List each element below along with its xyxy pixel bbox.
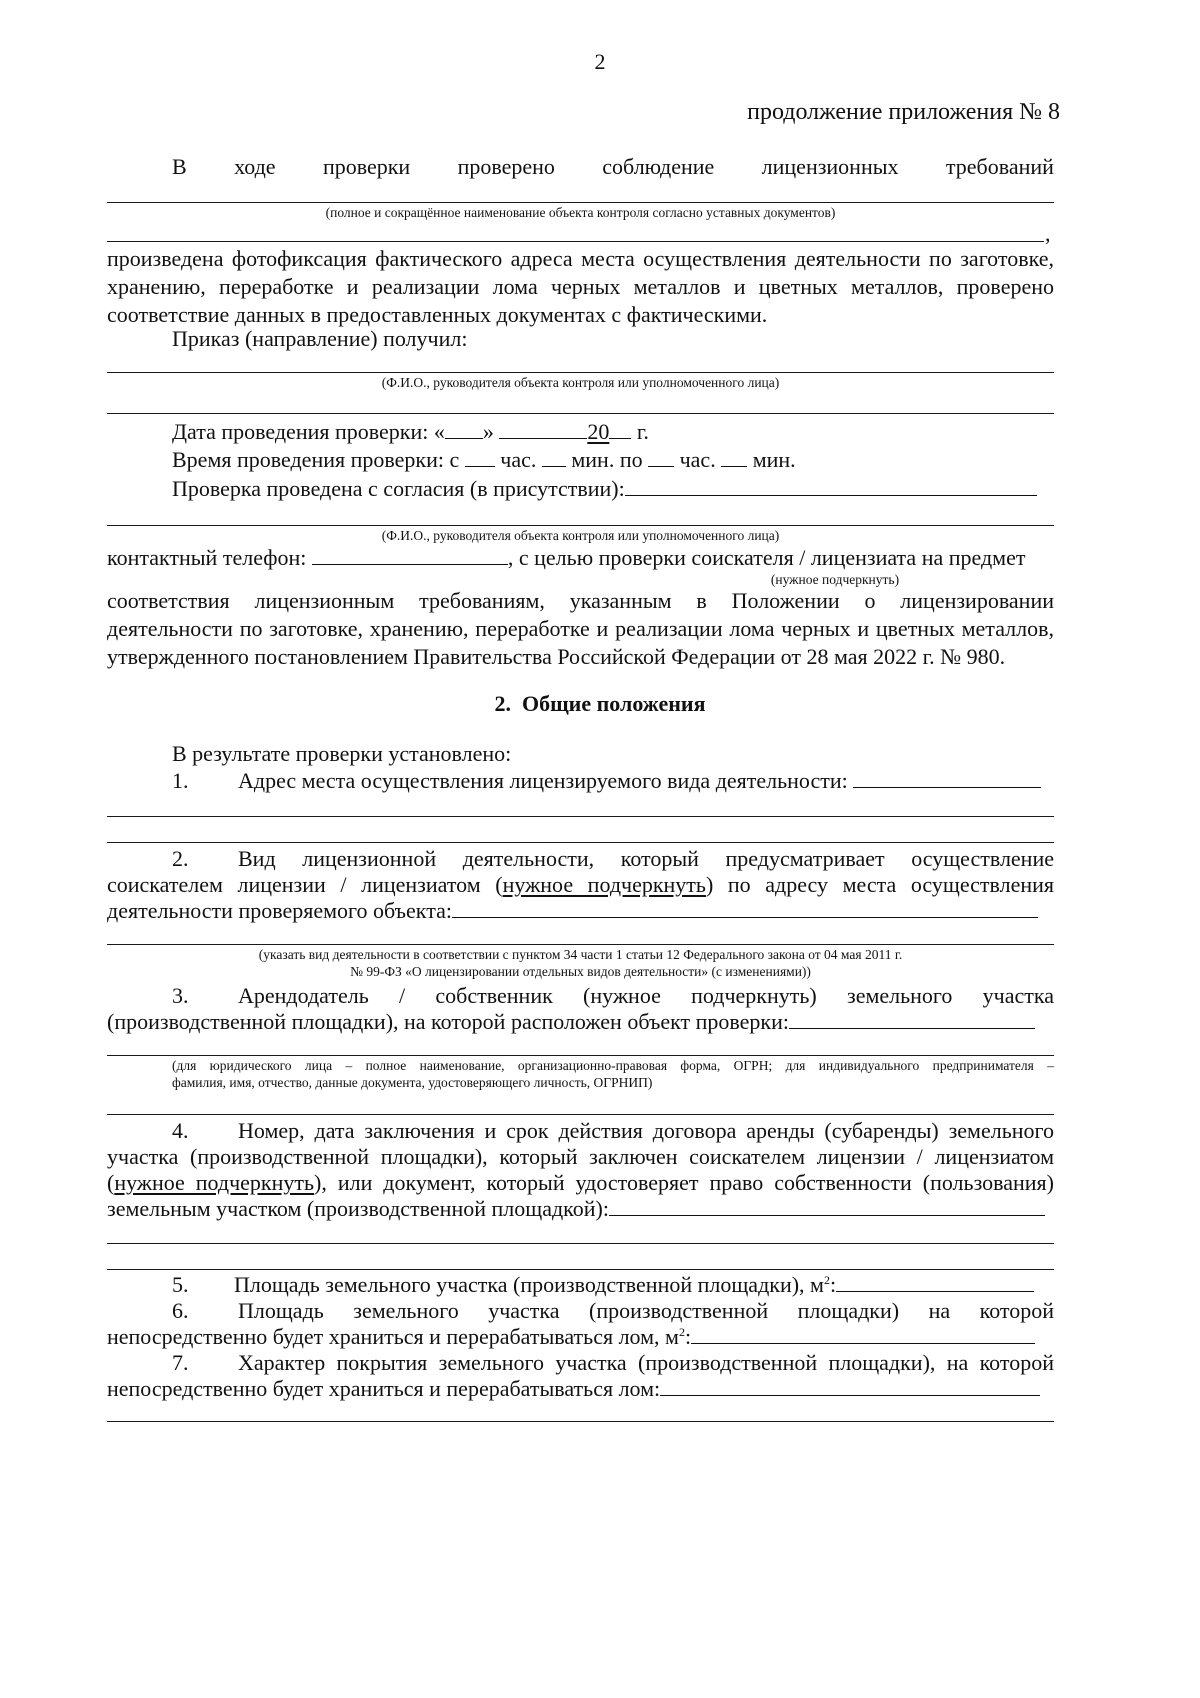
- time-hours-label-2: час.: [679, 447, 716, 472]
- consent-field[interactable]: [625, 475, 1037, 496]
- underlined-text: нужное подчеркнуть: [502, 872, 706, 897]
- item4-text: (: [107, 1170, 115, 1195]
- underline-note-1: (нужное подчеркнуть): [770, 572, 900, 587]
- start-hours-field[interactable]: [465, 446, 495, 467]
- surface-blank-line: [107, 1421, 1054, 1422]
- item2-text: ) по адресу места осуществления: [705, 872, 1055, 897]
- plot-area-field[interactable]: [836, 1271, 1034, 1292]
- item-number: 3.: [172, 983, 189, 1008]
- comma: ,: [1045, 221, 1051, 246]
- item4-line-2: участка (производственной площадки), который заключен соискателем лицензии / лицензиатом: [107, 1144, 1054, 1169]
- item6-line-1: Площадь земельного участка (производственной площадки) на которой: [238, 1298, 1054, 1323]
- year-prefix: 20: [587, 419, 610, 444]
- intro-word: лицензионных: [761, 154, 899, 179]
- phone-rest: , с целью проверки соискателя / лицензиата на предмет: [507, 545, 1026, 570]
- intro-word: ходе: [234, 154, 276, 179]
- item4-text: ), или документ, который удостоверяет право собственности (пользования): [314, 1170, 1054, 1195]
- time-hours-label-1: час.: [500, 447, 537, 472]
- month-field[interactable]: [499, 418, 587, 439]
- landlord-field[interactable]: [789, 1008, 1035, 1029]
- item1-label: Адрес места осуществления лицензируемого вида деятельности:: [238, 768, 848, 793]
- item5-row: [234, 1271, 1034, 1299]
- date-mid: »: [482, 419, 494, 444]
- time-prefix: Время проведения проверки: с: [172, 447, 460, 472]
- page-number: 2: [594, 49, 606, 74]
- section-title: [0, 690, 1200, 718]
- item3-label: (производственной площадки), на которой расположен объект проверки:: [107, 1009, 789, 1034]
- intro-word: В: [172, 154, 187, 179]
- fio-blank-line-1b: [107, 413, 1054, 414]
- object-name-note: (полное и сокращённое наименование объекта контроля согласно уставных документов): [325, 205, 836, 220]
- item2-text: соискателем лицензии / лицензиатом (: [107, 872, 503, 897]
- lease-blank-line-2: [107, 1269, 1054, 1270]
- day-field[interactable]: [445, 418, 483, 439]
- item-number: 7.: [172, 1350, 189, 1375]
- lease-blank-line-1: [107, 1243, 1054, 1244]
- item-number: 5.: [172, 1272, 189, 1297]
- superscript: 2: [678, 1325, 685, 1339]
- intro-word: требований: [945, 154, 1054, 179]
- storage-area-field[interactable]: [691, 1323, 1035, 1344]
- end-hours-field[interactable]: [648, 446, 674, 467]
- address-blank-line-2: [107, 842, 1054, 843]
- object-name-blank-line: [107, 202, 1054, 203]
- order-received-label: Приказ (направление) получил:: [172, 326, 468, 351]
- item2-note-2: № 99-ФЗ «О лицензировании отдельных видов деятельности» (с изменениями)): [350, 964, 811, 979]
- item4-label: земельным участком (производственной площадкой):: [107, 1196, 609, 1221]
- paragraph-line: соответствия лицензионным требованиям, указанным в Положении о лицензировании: [107, 588, 1054, 613]
- phone-label: контактный телефон:: [107, 545, 307, 570]
- item3-line-1: Арендодатель / собственник (нужное подчеркнуть) земельного участка: [238, 983, 1054, 1008]
- item7-line-1: Характер покрытия земельного участка (производственной площадки), на которой: [238, 1350, 1054, 1375]
- item3-line-2: [107, 1008, 1035, 1036]
- year-suffix: г.: [636, 419, 649, 444]
- surface-type-field[interactable]: [660, 1375, 1040, 1396]
- consent-label: Проверка проведена с согласия (в присутствии):: [172, 476, 625, 501]
- item3-note-1: (для юридического лица – полное наименование, организационно-правовая форма, ОГРН; для индивидуального предпринимателя –: [172, 1058, 1054, 1073]
- item6-line-2: [107, 1323, 1035, 1351]
- time-minutes-label-1: мин. по: [571, 447, 643, 472]
- phone-field[interactable]: [312, 544, 508, 565]
- paragraph-line: деятельности по заготовке, хранению, переработке и реализации лома черных и цветных металлов,: [107, 616, 1054, 641]
- compliance-paragraph: [107, 587, 1054, 671]
- item4-line-3: [107, 1169, 1054, 1197]
- activity-blank-line: [107, 944, 1054, 945]
- time-minutes-label-2: мин.: [752, 447, 796, 472]
- item4-line-4: [107, 1195, 1045, 1223]
- paragraph-line: хранению, переработке и реализации лома черных металлов и цветных металлов, проверено: [107, 274, 1054, 299]
- underlined-text: нужное подчеркнуть: [114, 1170, 315, 1195]
- item2-line-2: [107, 871, 1054, 899]
- section-heading: Общие положения: [522, 691, 706, 716]
- landlord-blank-line-2: [107, 1114, 1054, 1115]
- landlord-blank-line: [107, 1055, 1054, 1056]
- fio-note-2: (Ф.И.О., руководителя объекта контроля или уполномоченного лица): [381, 528, 780, 543]
- end-minutes-field[interactable]: [721, 446, 747, 467]
- phone-row: [107, 544, 1025, 572]
- superscript: 2: [823, 1273, 830, 1287]
- item1-row: [238, 767, 1041, 795]
- fio-blank-line-2: [107, 525, 1054, 526]
- item2-label: деятельности проверяемого объекта:: [107, 898, 452, 923]
- item5-colon: :: [829, 1272, 837, 1297]
- paragraph-line: произведена фотофиксация фактического адреса места осуществления деятельности по заготовке,: [107, 246, 1054, 271]
- fio-note-1: (Ф.И.О., руководителя объекта контроля или уполномоченного лица): [381, 375, 780, 390]
- item5-label: Площадь земельного участка (производственной площадки), м: [234, 1272, 824, 1297]
- item4-line-1: Номер, дата заключения и срок действия договора аренды (субаренды) земельного: [238, 1118, 1054, 1143]
- paragraph-line: утвержденного постановлением Правительства Российской Федерации от 28 мая 2022 г. № 980.: [107, 644, 1006, 669]
- photo-fixation-paragraph: [107, 245, 1054, 329]
- item2-line-3: [107, 897, 1038, 925]
- item-number: 6.: [172, 1298, 189, 1323]
- paragraph-line: соответствие данных в предоставленных документах с фактическими.: [107, 302, 768, 327]
- year-field[interactable]: [609, 418, 631, 439]
- item2-line-1: Вид лицензионной деятельности, который предусматривает осуществление: [238, 846, 1054, 871]
- item7-label: непосредственно будет храниться и перерабатываться лом:: [107, 1376, 661, 1401]
- item6-colon: :: [684, 1324, 692, 1349]
- item3-note-2: фамилия, имя, отчество, данные документа, удостоверяющего личность, ОГРНИП): [172, 1075, 653, 1090]
- inspection-time-row: [172, 446, 796, 474]
- object-name-blank-line-2: [107, 241, 1044, 242]
- item-number: 1.: [172, 768, 189, 793]
- appendix-continuation: продолжение приложения № 8: [747, 99, 1060, 125]
- intro-word: соблюдение: [602, 154, 715, 179]
- date-prefix: Дата проведения проверки: «: [172, 419, 445, 444]
- intro-word: проверено: [457, 154, 555, 179]
- address-field[interactable]: [853, 767, 1041, 788]
- section-number: 2.: [494, 691, 511, 716]
- intro-word: проверки: [322, 154, 411, 179]
- inspection-date-row: [172, 418, 649, 446]
- item-number: 4.: [172, 1118, 189, 1143]
- results-intro: В результате проверки установлено:: [172, 741, 512, 766]
- item6-label: непосредственно будет храниться и перерабатываться лом, м: [107, 1324, 679, 1349]
- item2-note-1: (указать вид деятельности в соответствии с пунктом 34 части 1 статьи 12 Федерального закона от 04 мая 2011 г.: [258, 947, 903, 962]
- intro-line-1: [172, 153, 1054, 181]
- fio-blank-line-1: [107, 372, 1054, 373]
- lease-contract-field[interactable]: [609, 1195, 1045, 1216]
- item-number: 2.: [172, 846, 189, 871]
- address-blank-line-1: [107, 816, 1054, 817]
- item7-line-2: [107, 1375, 1040, 1403]
- activity-type-field[interactable]: [452, 897, 1038, 918]
- consent-row: [172, 475, 1037, 503]
- start-minutes-field[interactable]: [542, 446, 566, 467]
